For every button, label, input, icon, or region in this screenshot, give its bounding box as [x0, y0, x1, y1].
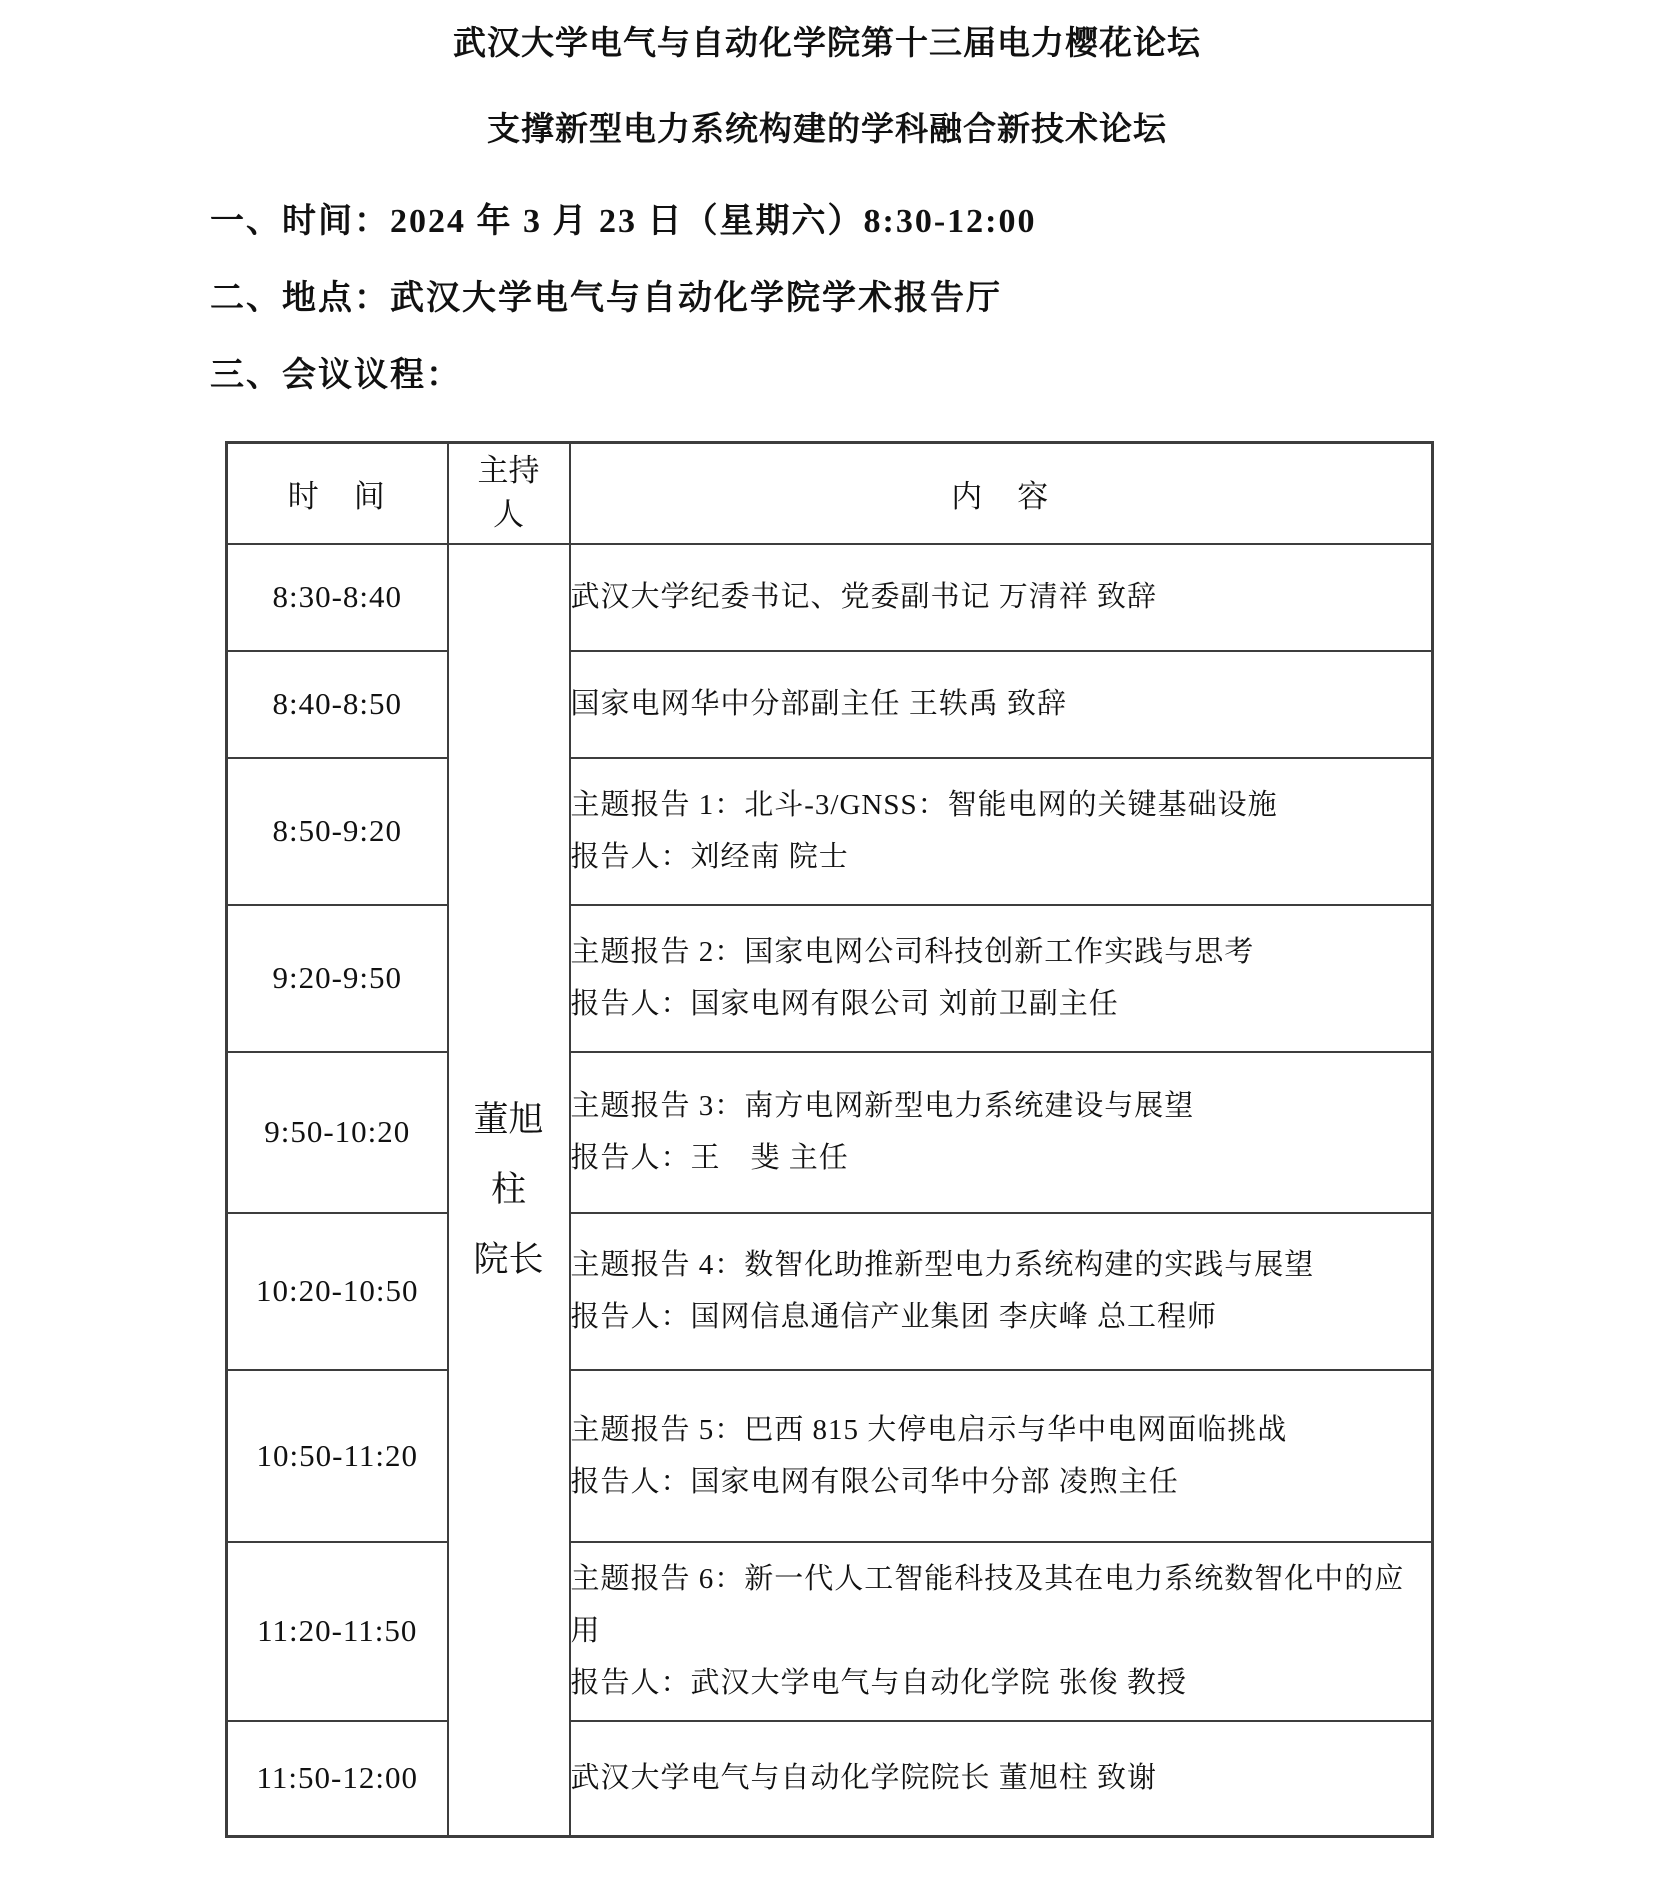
header-moderator — [448, 443, 570, 544]
content-line: 主题报告 3：南方电网新型电力系统建设与展望 — [570, 1090, 1195, 1122]
moderator-name-line: 董旭 — [473, 1099, 544, 1139]
section-list — [210, 202, 1654, 396]
content-line: 主题报告 2：国家电网公司科技创新工作实践与思考 — [570, 936, 1255, 968]
agenda-table — [225, 441, 1434, 1838]
table-header-row — [227, 443, 1433, 544]
content-line: 武汉大学电气与自动化学院院长 董旭柱 致谢 — [570, 1762, 1158, 1795]
time-cell: 9:50-10:20 — [227, 1052, 448, 1213]
table-row — [227, 1213, 1433, 1370]
table-row — [227, 1721, 1433, 1837]
table-row — [227, 758, 1433, 905]
table-row — [227, 1052, 1433, 1213]
content-line: 报告人：王 斐 主任 — [570, 1142, 849, 1174]
moderator-cell — [448, 544, 570, 1837]
time-cell: 9:20-9:50 — [227, 905, 448, 1052]
section-location-value: 武汉大学电气与自动化学院学术报告厅 — [390, 280, 1002, 317]
section-time-value: 2024 年 3 月 23 日（星期六）8:30-12:00 — [390, 203, 1037, 240]
table-row — [227, 905, 1433, 1052]
moderator-name-line: 柱 — [490, 1169, 526, 1209]
section-location — [210, 279, 1654, 319]
moderator-name-line: 院长 — [473, 1239, 544, 1279]
time-cell: 10:50-11:20 — [227, 1370, 448, 1542]
content-line: 主题报告 4：数智化助推新型电力系统构建的实践与展望 — [570, 1249, 1315, 1281]
content-cell — [570, 1052, 1433, 1213]
header-content: 内 容 — [570, 443, 1433, 544]
section-location-label: 二、地点： — [210, 280, 390, 317]
table-row — [227, 544, 1433, 651]
content-cell — [570, 1213, 1433, 1370]
content-line: 主题报告 6：新一代人工智能科技及其在电力系统数智化中的应用 — [570, 1563, 1405, 1647]
header-time: 时 间 — [227, 443, 448, 544]
section-time — [210, 202, 1654, 242]
content-line: 报告人：武汉大学电气与自动化学院 张俊 教授 — [570, 1667, 1188, 1699]
content-line: 报告人：国网信息通信产业集团 李庆峰 总工程师 — [570, 1301, 1218, 1333]
table-row — [227, 651, 1433, 758]
content-cell — [570, 758, 1433, 905]
section-time-label: 一、时间： — [210, 203, 390, 240]
time-cell: 11:20-11:50 — [227, 1542, 448, 1721]
header-moderator-text: 主持人 — [477, 453, 540, 533]
content-line: 国家电网华中分部副主任 王轶禹 致辞 — [570, 688, 1068, 720]
content-line: 报告人：国家电网有限公司 刘前卫副主任 — [570, 988, 1119, 1020]
time-cell: 8:30-8:40 — [227, 544, 448, 651]
page-subtitle: 支撑新型电力系统构建的学科融合新技术论坛 — [487, 112, 1167, 148]
content-cell — [570, 1370, 1433, 1542]
content-cell — [570, 1721, 1433, 1837]
content-cell — [570, 1542, 1433, 1721]
content-line: 报告人：国家电网有限公司华中分部 凌煦主任 — [570, 1465, 1179, 1498]
time-cell: 11:50-12:00 — [227, 1721, 448, 1837]
content-cell — [570, 651, 1433, 758]
page-title: 武汉大学电气与自动化学院第十三届电力樱花论坛 — [453, 26, 1201, 62]
content-cell — [570, 905, 1433, 1052]
table-row — [227, 1370, 1433, 1542]
table-row — [227, 1542, 1433, 1721]
time-cell: 8:40-8:50 — [227, 651, 448, 758]
content-line: 主题报告 1：北斗-3/GNSS：智能电网的关键基础设施 — [570, 789, 1278, 821]
content-line: 武汉大学纪委书记、党委副书记 万清祥 致辞 — [570, 581, 1158, 613]
time-cell: 8:50-9:20 — [227, 758, 448, 905]
agenda-table-body — [227, 544, 1433, 1837]
section-agenda — [210, 356, 1654, 396]
time-cell: 10:20-10:50 — [227, 1213, 448, 1370]
section-agenda-label: 三、会议议程： — [210, 357, 462, 394]
content-line: 报告人：刘经南 院士 — [570, 841, 849, 873]
content-cell — [570, 544, 1433, 651]
content-line: 主题报告 5：巴西 815 大停电启示与华中电网面临挑战 — [570, 1413, 1288, 1446]
